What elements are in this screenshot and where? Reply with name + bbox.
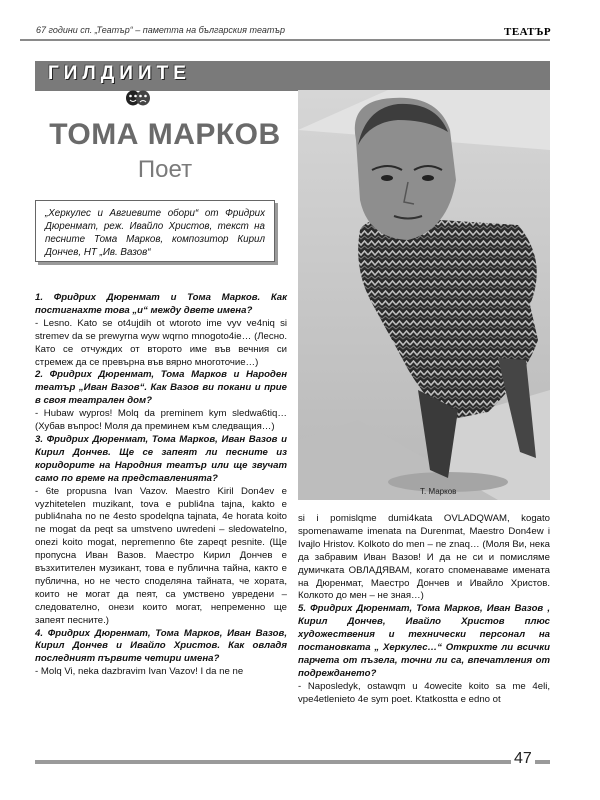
theatre-masks-icon xyxy=(125,90,151,106)
question: 3. Фридрих Дюренмат, Тома Марков, Иван Вазов и Кирил Дончев. Ще се запеят ли песните из коридорите на Народния театър или ще звучат само по време на представленията? xyxy=(35,433,287,484)
question: 1. Фридрих Дюренмат и Тома Марков. Как постигнахте това „и“ между двете имена? xyxy=(35,292,287,316)
article-column-right xyxy=(298,513,550,707)
answer: si i pomislqme dumi4kata OVLADQWAM, kogato spomenawame imenata na Durenmat, Maestro Don4ew i Ivajlo Hristov. Kolkoto do men – ne znaq… (Моля Ви, нека да забравим Иван Вазов! И да не си и помисляме думичката ОВЛАДЯВАМ, когато споменаваме имената на Дюренмат, Маестро Дончев и Ивайло Христов. Колкото до мен – не зная…) xyxy=(298,513,550,602)
answer: - Molq Vi, neka dazbravim Ivan Vazov! I da ne ne xyxy=(35,666,244,678)
section-label: ГИЛДИИТЕ xyxy=(48,63,191,84)
credits-box: „Херкулес и Авгиевите обори“ от Фридрих Дюренмат, реж. Ивайло Христов, текст на песните Тома Марков, композитор Кирил Дончев, НТ „Ив. Вазов“ xyxy=(35,200,275,262)
answer: - Hubaw wypros! Molq da preminem kym sledwa6tiq… (Хубав въпрос! Моля да преминем към следващия…) xyxy=(35,408,287,433)
footer-rule xyxy=(35,760,550,764)
answer: - Lesno. Kato se ot4ujdih ot wtoroto ime vyv ve4niq si stremev da se prewyrna wyw wqrno mnogoto4ie… (Лесно. Като се отчуждих от второто име във вечния си стремеж да се превърна във вярно многоточие…) xyxy=(35,317,287,368)
question: 5. Фридрих Дюренмат, Тома Марков, Иван Вазов , Кирил Дончев, Ивайло Христов плюс художествения и технически персонал на постановката „ Херкулес…“ Открихте ли всички парчета от пъзела, точни ли са, впечатления от подреждането? xyxy=(298,603,550,679)
article-column-left xyxy=(35,292,287,679)
question: 4. Фридрих Дюренмат, Тома Марков, Иван Вазов, Кирил Дончев и Ивайло Христов. Как овладя последният първите четири имена? xyxy=(35,627,287,665)
portrait-photo xyxy=(298,90,550,500)
page-subtitle: Поет xyxy=(137,156,193,183)
page-title: ТОМА МАРКОВ xyxy=(49,118,281,151)
magazine-logo: ТЕАТЪР xyxy=(504,26,552,38)
photo-caption: Т. Марков xyxy=(420,487,457,496)
page-number: 47 xyxy=(511,750,535,768)
question: 2. Фридрих Дюренмат, Тома Марков и Народен театър „Иван Вазов“. Как Вазов ви покани и прие в своя театрален дом? xyxy=(35,369,287,407)
running-head: 67 години сп. „Театър“ – паметта на българския театър xyxy=(36,25,285,35)
answer: - 6te propusna Ivan Vazov. Maestro Kiril Don4ev e vyzhitetelen muzikant, tova e publi4na tajna, kakto e publi4naha no ne 4esto spodelqna tajnata, 4e horata koito ne mogat da peqt sa umstveno uwredeni – sledowatelno, onezi koito mogat, nepremenno 6te zapeqt pesnite. (Ще пропусна Иван Вазов. Маестро Кирил Дончев е възхитителен музикант, това е публична тайна, както е публична, но не често споделяна тайната, че хората, които не могат да пеят, са умствено увредени – следователно, онези които могат, непременно ще запеят песните.) xyxy=(35,485,287,626)
answer: - Naposledyk, ostawqm u 4owecite koito sa me 4eli, vpe4etlenieto 4e sym poet. Ktatkostta e edno ot xyxy=(298,680,550,705)
